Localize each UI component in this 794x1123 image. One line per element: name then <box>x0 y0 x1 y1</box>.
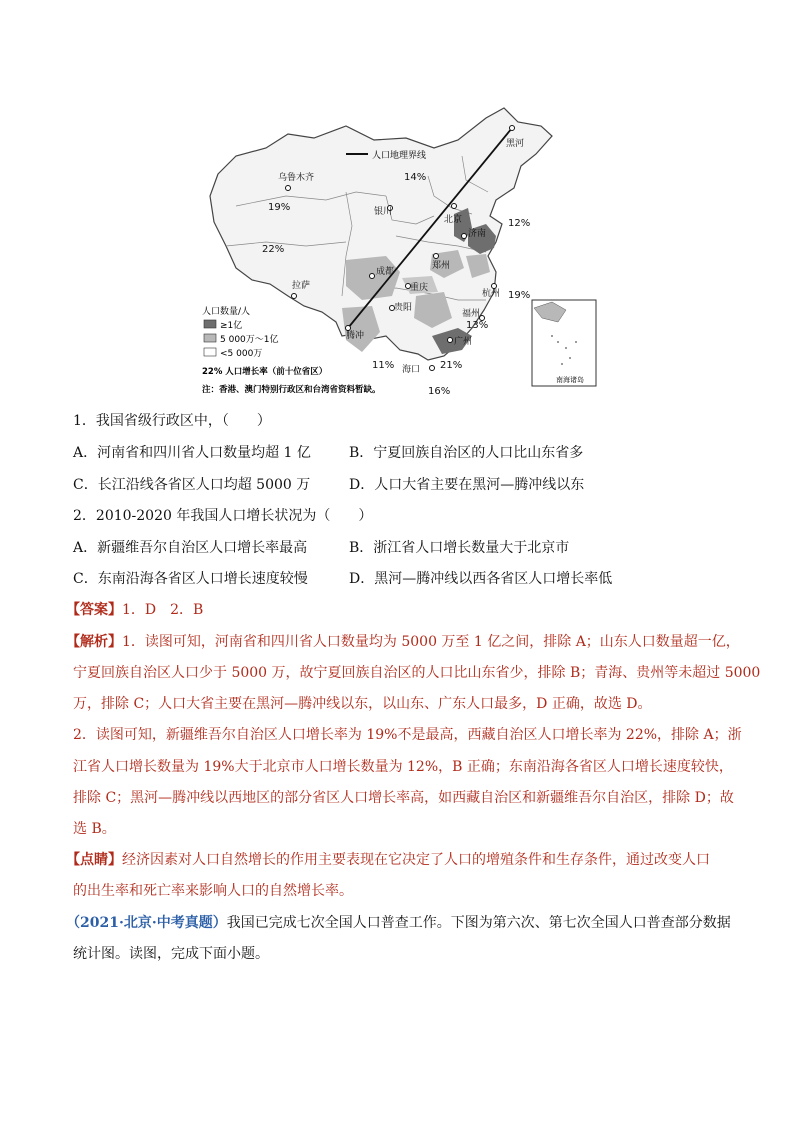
city-label: 拉萨 <box>292 281 311 291</box>
city-label: 成都 <box>376 267 395 277</box>
growth-rate-label: 21% <box>440 360 463 371</box>
growth-rate-label: 13% <box>466 320 489 331</box>
comment-line-2: 的出生率和死亡率来影响人口的自然增长率。 <box>73 883 353 899</box>
city-label: 郑州 <box>432 261 451 271</box>
city-label: 杭州 <box>482 289 501 299</box>
south-china-sea-inset <box>532 300 596 386</box>
analysis-line-6: 排除 C；黑河—腾冲线以西地区的部分省区人口增长率高，如西藏自治区和新疆维吾尔自治区，排除 D；故 <box>73 790 734 806</box>
map-svg <box>196 96 600 402</box>
answer-line <box>66 600 203 620</box>
analysis-line-7: 选 B。 <box>73 821 116 837</box>
growth-rate-label: 11% <box>372 360 395 371</box>
city-label: 贵阳 <box>394 303 413 313</box>
q2-stem: 2．2010-2020 年我国人口增长状况为（ ） <box>73 508 373 524</box>
china-outline <box>210 108 552 360</box>
analysis-line-5: 江省人口增长数量为 19%大于北京市人口增长数量为 12%，B 正确；东南沿海各省区人口增长速度较快， <box>73 759 733 775</box>
legend-title: 人口数量/人 <box>202 307 251 317</box>
analysis-line-3: 万，排除 C；人口大省主要在黑河—腾冲线以东，以山东、广东人口最多，D 正确，故选 D。 <box>73 696 652 712</box>
city-label: 济南 <box>468 229 487 239</box>
q1-option-c[interactable]: C．长江沿线各省区人口均超 5000 万 <box>73 477 311 493</box>
city-label: 广州 <box>454 337 473 347</box>
map-note: 注：香港、澳门特别行政区和台湾省资料暂缺。 <box>202 385 381 395</box>
q2-option-d[interactable]: D．黑河—腾冲线以西各省区人口增长率低 <box>349 571 613 587</box>
analysis-line-2: 宁夏回族自治区人口少于 5000 万，故宁夏回族自治区的人口比山东省少，排除 B；青海、贵州等未超过 5000 <box>73 665 761 681</box>
analysis-text: 1．读图可知，河南省和四川省人口数量均为 5000 万至 1 亿之间，排除 A；山东人口数量超一亿， <box>122 634 740 650</box>
comment-tag: 【点睛】 <box>66 852 122 868</box>
analysis-tag: 【解析】 <box>66 634 122 650</box>
city-label: 海口 <box>402 365 421 375</box>
answer-text: 1．D 2．B <box>122 602 204 618</box>
growth-rate-label: 22% <box>262 244 285 255</box>
city-label: 北京 <box>444 215 463 225</box>
growth-rate-label: 19% <box>268 202 291 213</box>
source-tag: （2021·北京·中考真题） <box>66 915 227 931</box>
q2-option-c[interactable]: C．东南沿海各省区人口增长速度较慢 <box>73 571 308 587</box>
city-label: 黑河 <box>506 139 525 149</box>
city-label: 腾冲 <box>346 331 365 341</box>
growth-rate-label: 16% <box>428 386 451 397</box>
q2-option-b[interactable]: B．浙江省人口增长数量大于北京市 <box>349 540 570 556</box>
q1-option-a[interactable]: A．河南省和四川省人口数量均超 1 亿 <box>73 445 311 461</box>
legend-item: <5 000万 <box>220 349 263 359</box>
legend-line-label: 人口地理界线 <box>372 151 427 161</box>
analysis-line-1 <box>66 632 740 652</box>
q1-option-b[interactable]: B．宁夏回族自治区的人口比山东省多 <box>349 445 584 461</box>
q1-stem: 1．我国省级行政区中，（ ） <box>73 413 271 429</box>
comment-line-1 <box>66 850 710 870</box>
analysis-line-4: 2．读图可知，新疆维吾尔自治区人口增长率为 19%不是最高，西藏自治区人口增长率为 22%，排除 A；浙 <box>73 727 742 743</box>
city-label: 乌鲁木齐 <box>278 173 315 183</box>
next-intro-line-2: 统计图。读图，完成下面小题。 <box>73 946 269 962</box>
growth-rate-label: 19% <box>508 290 531 301</box>
q1-option-d[interactable]: D．人口大省主要在黑河—腾冲线以东 <box>349 477 585 493</box>
legend-item: 5 000万～1亿 <box>220 335 279 345</box>
inset-label: 南海诸岛 <box>556 376 584 384</box>
china-population-map <box>196 96 600 402</box>
growth-rate-label: 12% <box>508 218 531 229</box>
city-label: 福州 <box>462 309 481 319</box>
growth-rate-label: 14% <box>404 172 427 183</box>
next-intro-text: 我国已完成七次全国人口普查工作。下图为第六次、第七次全国人口普查部分数据 <box>226 915 731 931</box>
city-label: 银川 <box>374 207 393 217</box>
legend-item: ≥1亿 <box>220 321 243 331</box>
city-label: 重庆 <box>410 283 429 293</box>
next-intro-line-1 <box>66 913 731 933</box>
answer-tag: 【答案】 <box>66 602 122 618</box>
comment-text: 经济因素对人口自然增长的作用主要表现在它决定了人口的增殖条件和生存条件，通过改变人口 <box>122 852 710 868</box>
q2-option-a[interactable]: A．新疆维吾尔自治区人口增长率最高 <box>73 540 308 556</box>
legend-rate: 22% 人口增长率（前十位省区） <box>202 367 328 377</box>
